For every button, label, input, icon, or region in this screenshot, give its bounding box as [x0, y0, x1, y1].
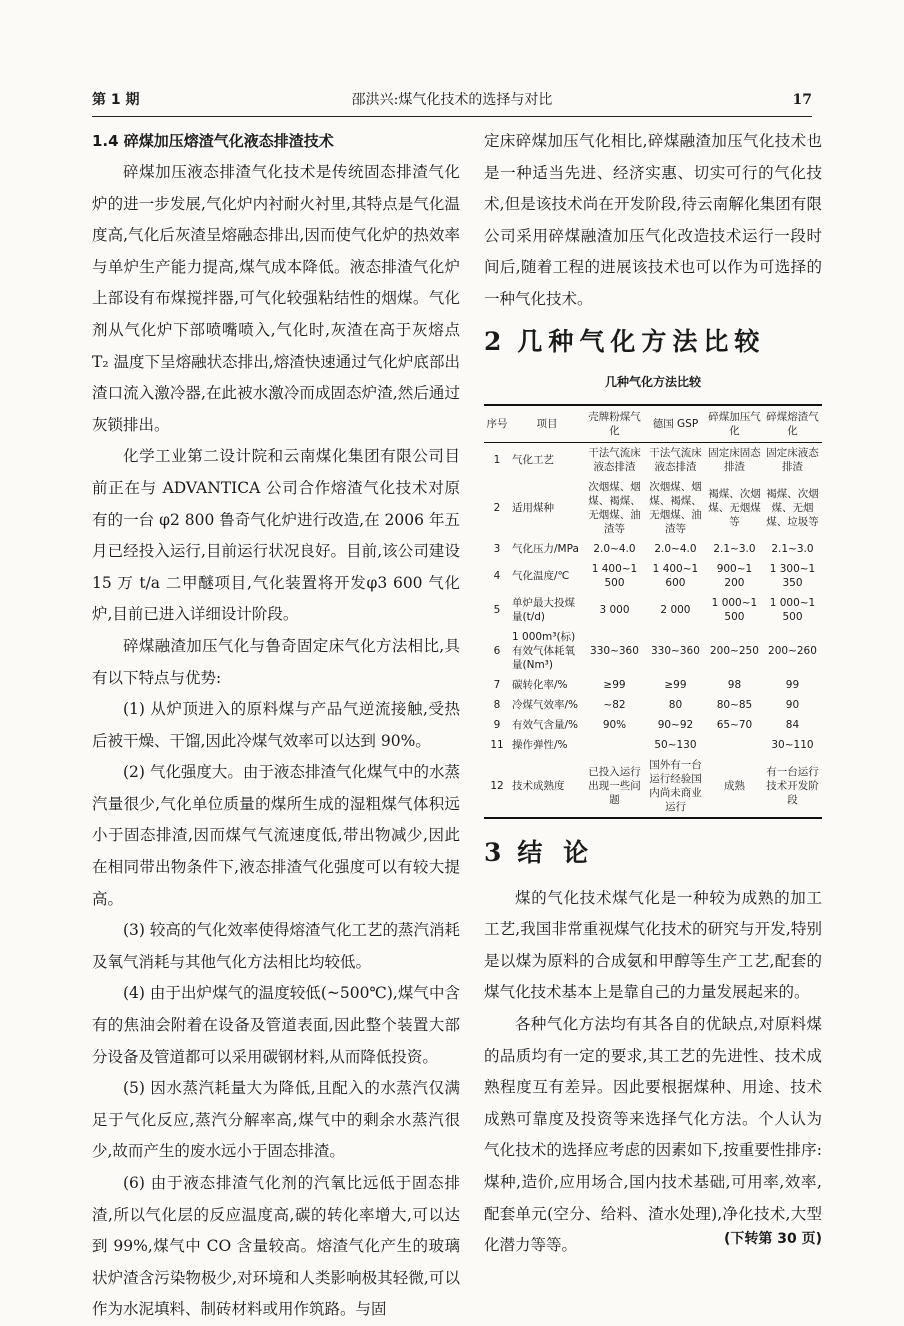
table-cell: 气化温度/℃: [512, 569, 570, 582]
table-row: [484, 593, 822, 627]
table-cell: 7: [493, 678, 501, 691]
table-cell: 90~92: [657, 718, 694, 731]
table-cell: 已投入运行出现一些问题: [588, 765, 641, 806]
continued-note: (下转第 30 页): [723, 1231, 822, 1247]
table-cell: 褐煤、次烟煤、无烟煤等: [708, 487, 761, 528]
table-cell: 30~110: [771, 738, 814, 751]
table-cell: 1 400~1 500: [591, 562, 638, 589]
table-cell: 50~130: [654, 738, 697, 751]
table-cell: ~82: [603, 698, 626, 711]
table-header-cell: 序号: [486, 417, 508, 430]
table-cell: 4: [493, 569, 501, 582]
table-cell: 1 000m³(标)有效气体耗氧量(Nm³): [512, 630, 576, 671]
table-cell: 1: [493, 453, 501, 466]
table-cell: 干法气流床液态排渣: [588, 446, 641, 473]
table-row: [484, 442, 822, 477]
table-cell: 1 000~1 500: [769, 596, 816, 623]
page-number: 17: [792, 92, 812, 108]
table-cell: 冷煤气效率/%: [512, 698, 579, 711]
table-cell: 330~360: [651, 644, 700, 657]
table-body: [484, 442, 822, 818]
table-cell: 3 000: [599, 603, 630, 616]
table-row: [484, 477, 822, 539]
table-cell: 84: [785, 718, 800, 731]
table-cell: 9: [493, 718, 501, 731]
paragraph: 碎煤加压液态排渣气化技术是传统固态排渣气化炉的进一步发展,气化炉内衬耐火衬里,其特点是气化温度高,气化后灰渣呈熔融态排出,因而使气化炉的热效率与单炉生产能力提高,煤气成本降低。液态排渣气化炉上部设有布煤搅拌器,可气化较强粘结性的烟煤。气化剂从气化炉下部喷嘴喷入,气化时,灰渣在高于灰熔点 T₂ 温度下呈熔融状态排出,熔渣快速通过气化炉底部出渣口流入激冷器,在此被水激冷而成固态炉渣,然后通过灰锁排出。: [92, 163, 460, 434]
table-cell: 气化工艺: [512, 453, 554, 466]
left-column: [92, 126, 460, 1326]
table-cell: 次烟煤、烟煤、褐煤、无烟煤、油渣等: [649, 480, 702, 535]
table-cell: 碳转化率/%: [512, 678, 568, 691]
comparison-table: [484, 404, 822, 819]
table-row: [484, 559, 822, 593]
table-cell: 操作弹性/%: [512, 738, 568, 751]
paragraph: (2) 气化强度大。由于液态排渣气化煤气中的水蒸汽量很少,气化单位质量的煤所生成的湿粗煤气体积远小于固态排渣,因而煤气气流速度低,带出物减少,因此在相同带出物条件下,液态排渣气化强度可以有较大提高。: [92, 763, 460, 908]
paragraph: (1) 从炉顶进入的原料煤与产品气逆流接触,受热后被干燥、干馏,因此冷煤气效率可以达到 90%。: [92, 700, 460, 750]
table-cell: 2: [493, 501, 501, 514]
table-cell: 90%: [602, 718, 627, 731]
table-cell: 褐煤、次烟煤、无烟煤、垃圾等: [766, 487, 819, 528]
table-cell: 2.0~4.0: [593, 542, 636, 555]
table-header-cell: 碎煤加压气化: [708, 410, 761, 437]
paragraph: 化学工业第二设计院和云南煤化集团有限公司目前正在与 ADVANTICA 公司合作熔渣气化技术对原有的一台 φ2 800 鲁奇气化炉进行改造,在 2006 年五月已经投入运行,目前运行状况良好。目前,该公司建设 15 万 t/a 二甲醚项目,气化装置将开发φ3 600 气化炉,目前已进入详细设计阶段。: [92, 447, 460, 624]
table-cell: 单炉最大投煤量(t/d): [512, 596, 575, 623]
table-header-row: [484, 405, 822, 443]
table-cell: 干法气流床液态排渣: [649, 446, 702, 473]
table-cell: 900~1 200: [716, 562, 753, 589]
table-row: [484, 675, 822, 695]
table-cell: 1 000~1 500: [711, 596, 758, 623]
table-cell: 200~250: [710, 644, 759, 657]
table-title: 几种气化方法比较: [604, 374, 701, 389]
table-cell: 65~70: [716, 718, 753, 731]
table-cell: 1 400~1 600: [652, 562, 699, 589]
table-row: [484, 715, 822, 735]
table-cell: 6: [493, 644, 501, 657]
table-cell: 技术成熟度: [512, 779, 565, 792]
table-cell: 3: [493, 542, 501, 555]
table-cell: 98: [727, 678, 742, 691]
table-cell: 2.1~3.0: [771, 542, 814, 555]
table-cell: 5: [493, 603, 501, 616]
header-rule: [92, 116, 812, 117]
table-row: [484, 627, 822, 675]
running-header: [92, 88, 812, 112]
table-cell: 80: [668, 698, 683, 711]
section-number: 2: [484, 326, 502, 356]
table-cell: 2 000: [660, 603, 691, 616]
table-cell: 90: [785, 698, 800, 711]
table-cell: 次烟煤、烟煤、褐煤、无烟煤、油渣等: [588, 480, 641, 535]
table-header-cell: 项目: [536, 417, 558, 430]
right-column: [484, 126, 822, 1262]
table-cell: 80~85: [716, 698, 753, 711]
table-row: [484, 539, 822, 559]
table-row: [484, 755, 822, 818]
table-cell: 固定床固态排渣: [708, 446, 761, 473]
table-header-cell: 德国 GSP: [652, 417, 699, 430]
table-row: [484, 695, 822, 715]
paragraph: (4) 由于出炉煤气的温度较低(~500℃),煤气中含有的焦油会附着在设备及管道表面,因此整个装置大部分设备及管道都可以采用碳钢材料,从而降低投资。: [92, 984, 460, 1066]
table-cell: 固定床液态排渣: [766, 446, 819, 473]
paragraph: 各种气化方法均有其各自的优缺点,对原料煤的品质均有一定的要求,其工艺的先进性、技术成熟程度互有差异。因此要根据煤种、用途、技术成熟可靠度及投资等来选择气化方法。个人认为气化技术的选择应考虑的因素如下,按重要性排序:煤种,造价,应用场合,国内技术基础,可用率,效率,配套单元(空分、给料、渣水处理),净化技术,大型化潜力等等。: [484, 1014, 822, 1255]
table-cell: 适用煤种: [512, 501, 554, 514]
table-cell: 有效气含量/%: [512, 718, 579, 731]
table-cell: ≥99: [603, 678, 626, 691]
table-header-cell: 壳牌粉煤气化: [588, 410, 641, 437]
table-cell: 8: [493, 698, 501, 711]
table-cell: 200~260: [768, 644, 817, 657]
table-cell: 气化压力/MPa: [512, 542, 579, 555]
running-title: 邵洪兴:煤气化技术的选择与对比: [351, 92, 553, 108]
table-cell: ≥99: [664, 678, 687, 691]
paragraph: (5) 因水蒸汽耗量大为降低,且配入的水蒸汽仅满足于气化反应,蒸汽分解率高,煤气中的剩余水蒸汽很少,故而产生的废水远小于固态排渣。: [92, 1079, 460, 1161]
paragraph: (3) 较高的气化效率使得熔渣气化工艺的蒸汽消耗及氧气消耗与其他气化方法相比均较低。: [92, 921, 460, 971]
table-cell: [584, 735, 645, 755]
section-heading-2: [484, 322, 822, 362]
section-heading-3: [484, 833, 822, 873]
issue-label: 第 1 期: [92, 92, 140, 108]
table-cell: 国外有一台运行经验国内尚未商业运行: [649, 758, 702, 813]
table-cell: 330~360: [590, 644, 639, 657]
section-title: 结 论: [517, 837, 595, 867]
table-cell: 1 300~1 350: [769, 562, 816, 589]
table-cell: 2.0~4.0: [654, 542, 697, 555]
paragraph: 煤的气化技术煤气化是一种较为成熟的加工工艺,我国非常重视煤气化技术的研究与开发,特别是以煤为原料的合成氨和甲醇等生产工艺,配套的煤气化技术基本上是靠自己的力量发展起来的。: [484, 888, 822, 1002]
table-cell: 2.1~3.0: [713, 542, 756, 555]
table-cell: 99: [785, 678, 800, 691]
paragraph: (6) 由于液态排渣气化剂的汽氧比远低于固态排渣,所以气化层的反应温度高,碳的转化率增大,可以达到 99%,煤气中 CO 含量较高。熔渣气化产生的玻璃状炉渣含污染物极少,对环境和人类影响极其轻微,可以作为水泥填料、制砖材料或用作筑路。与固: [92, 1174, 460, 1319]
table-cell: 12: [490, 779, 504, 792]
table-row: [484, 735, 822, 755]
table-cell: 有一台运行技术开发阶段: [766, 765, 819, 806]
table-cell: [706, 735, 763, 755]
section-number: 3: [484, 837, 502, 867]
table-cell: 11: [490, 738, 504, 751]
paragraph-continuation: 定床碎煤加压气化相比,碎煤融渣加压气化技术也是一种适当先进、经济实惠、切实可行的气化技术,但是该技术尚在开发阶段,待云南解化集团有限公司采用碎煤融渣加压气化改造技术运行一段时间后,随着工程的进展该技术也可以作为可选择的一种气化技术。: [484, 132, 822, 308]
table-cell: 成熟: [723, 779, 745, 792]
table-header-cell: 碎煤熔渣气化: [766, 410, 819, 437]
section-heading-1-4: 1.4 碎煤加压熔渣气化液态排渣技术: [92, 132, 334, 150]
paragraph: 碎煤融渣加压气化与鲁奇固定床气化方法相比,具有以下特点与优势:: [92, 636, 460, 687]
section-title: 几种气化方法比较: [517, 326, 766, 356]
